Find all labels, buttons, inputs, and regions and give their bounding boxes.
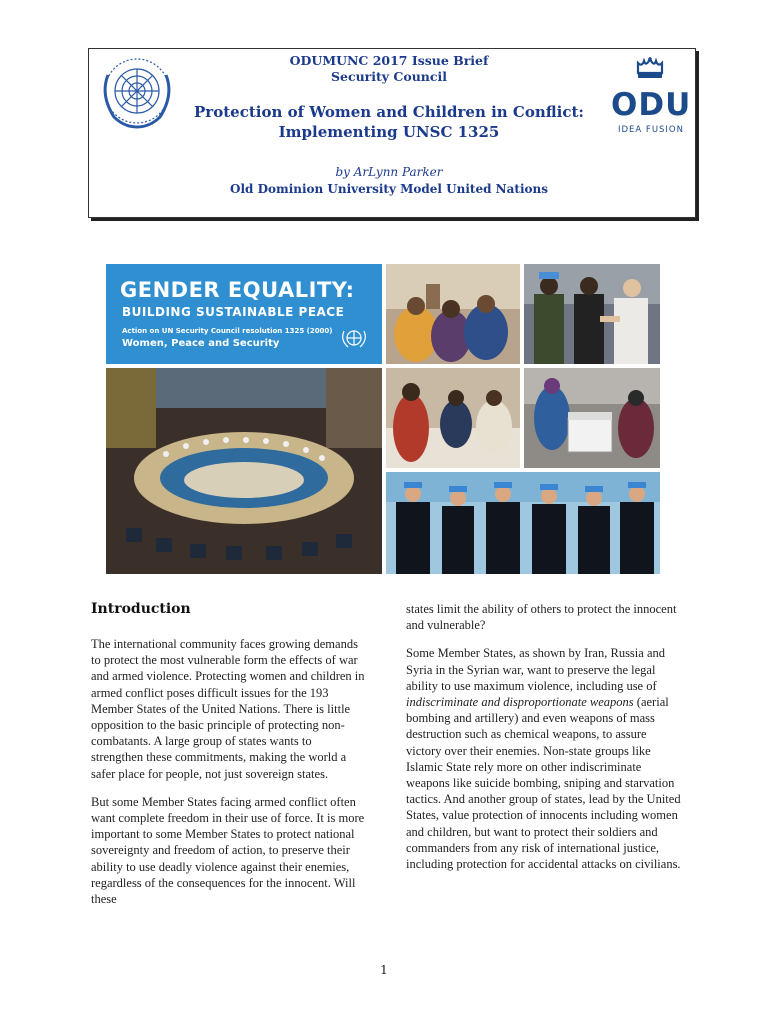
- right-paragraph-2-end: (aerial bombing and artillery) and even weapons of mass destruction such as chemical weapons, to assure victory over their enemies. Non-state groups like Islamic State rely more on other indiscriminate weapons like suicide bombing, sniping and starvation tactics. And another group of states, lead by the United States, value protection of innocents including women and children, but want to protect their soldiers and commanders from any risk of international justice, including protection for accidental attacks on civilians.: [406, 695, 681, 872]
- banner-subtitle: BUILDING SUSTAINABLE PEACE: [122, 305, 345, 319]
- left-paragraph-1: The international community faces growing demands to protect the most vulnerable form the effects of war and armed violence. Protecting women and children in armed conflict poses difficult issues for the 193 Member States of the United Nations. There is little opposition to the basic principle of protecting non-combatants. A large group of states wants to strengthen these commitments, making the world a safer place for people, not just sovereign states.: [91, 637, 365, 781]
- crown-icon: [635, 57, 665, 85]
- organization: Old Dominion University Model United Nations: [230, 182, 548, 196]
- gender-equality-banner: [106, 264, 382, 364]
- odu-wordmark: ODU: [611, 87, 692, 123]
- brief-label: ODUMUNC 2017 Issue Brief: [289, 53, 489, 68]
- right-paragraph-1: states limit the ability of others to protect the innocent and vulnerable?: [406, 602, 677, 633]
- council-label: Security Council: [331, 69, 447, 84]
- right-column: [406, 601, 682, 884]
- right-paragraph-2: [406, 645, 682, 872]
- right-paragraph-2-italic: indiscriminate and disproportionate weapons: [406, 695, 634, 710]
- title-line-2: Implementing UNSC 1325: [278, 123, 500, 141]
- left-column: [91, 636, 366, 919]
- title-line-1: Protection of Women and Children in Conflict:: [194, 103, 584, 121]
- peacekeeper-handshake-photo: [524, 264, 660, 364]
- author: by ArLynn Parker: [335, 165, 443, 179]
- odu-tagline: IDEA FUSION: [617, 125, 684, 135]
- un-emblem-small-icon: [340, 326, 368, 354]
- banner-wps: Women, Peace and Security: [122, 338, 280, 349]
- left-paragraph-2: But some Member States facing armed conflict often want complete freedom in their use of force. It is more important to some Member States to protect national sovereignty and freedom of action, to preserve their ability to use deadly violence against their enemies, regardless of the consequences for the innocent. Will these: [91, 794, 365, 907]
- photo-collage: [106, 264, 660, 574]
- ballot-box-voting-photo: [524, 368, 660, 468]
- police-officers-lineup-photo: [386, 472, 660, 574]
- issue-brief-header: [88, 48, 696, 218]
- un-emblem-icon: [94, 55, 180, 131]
- banner-resolution: Action on UN Security Council resolution 1325 (2000): [122, 327, 333, 335]
- introduction-heading: Introduction: [91, 601, 191, 617]
- banner-title: GENDER EQUALITY:: [120, 278, 355, 302]
- page-number: 1: [380, 963, 388, 977]
- odu-logo: [605, 53, 693, 143]
- women-seated-meeting-photo: [386, 264, 520, 364]
- security-council-chamber-photo: [106, 368, 382, 574]
- women-discussion-photo: [386, 368, 520, 468]
- right-paragraph-2-start: Some Member States, as shown by Iran, Russia and Syria in the Syrian war, want to preserve the legal ability to use maximum violence, including use of: [406, 646, 665, 693]
